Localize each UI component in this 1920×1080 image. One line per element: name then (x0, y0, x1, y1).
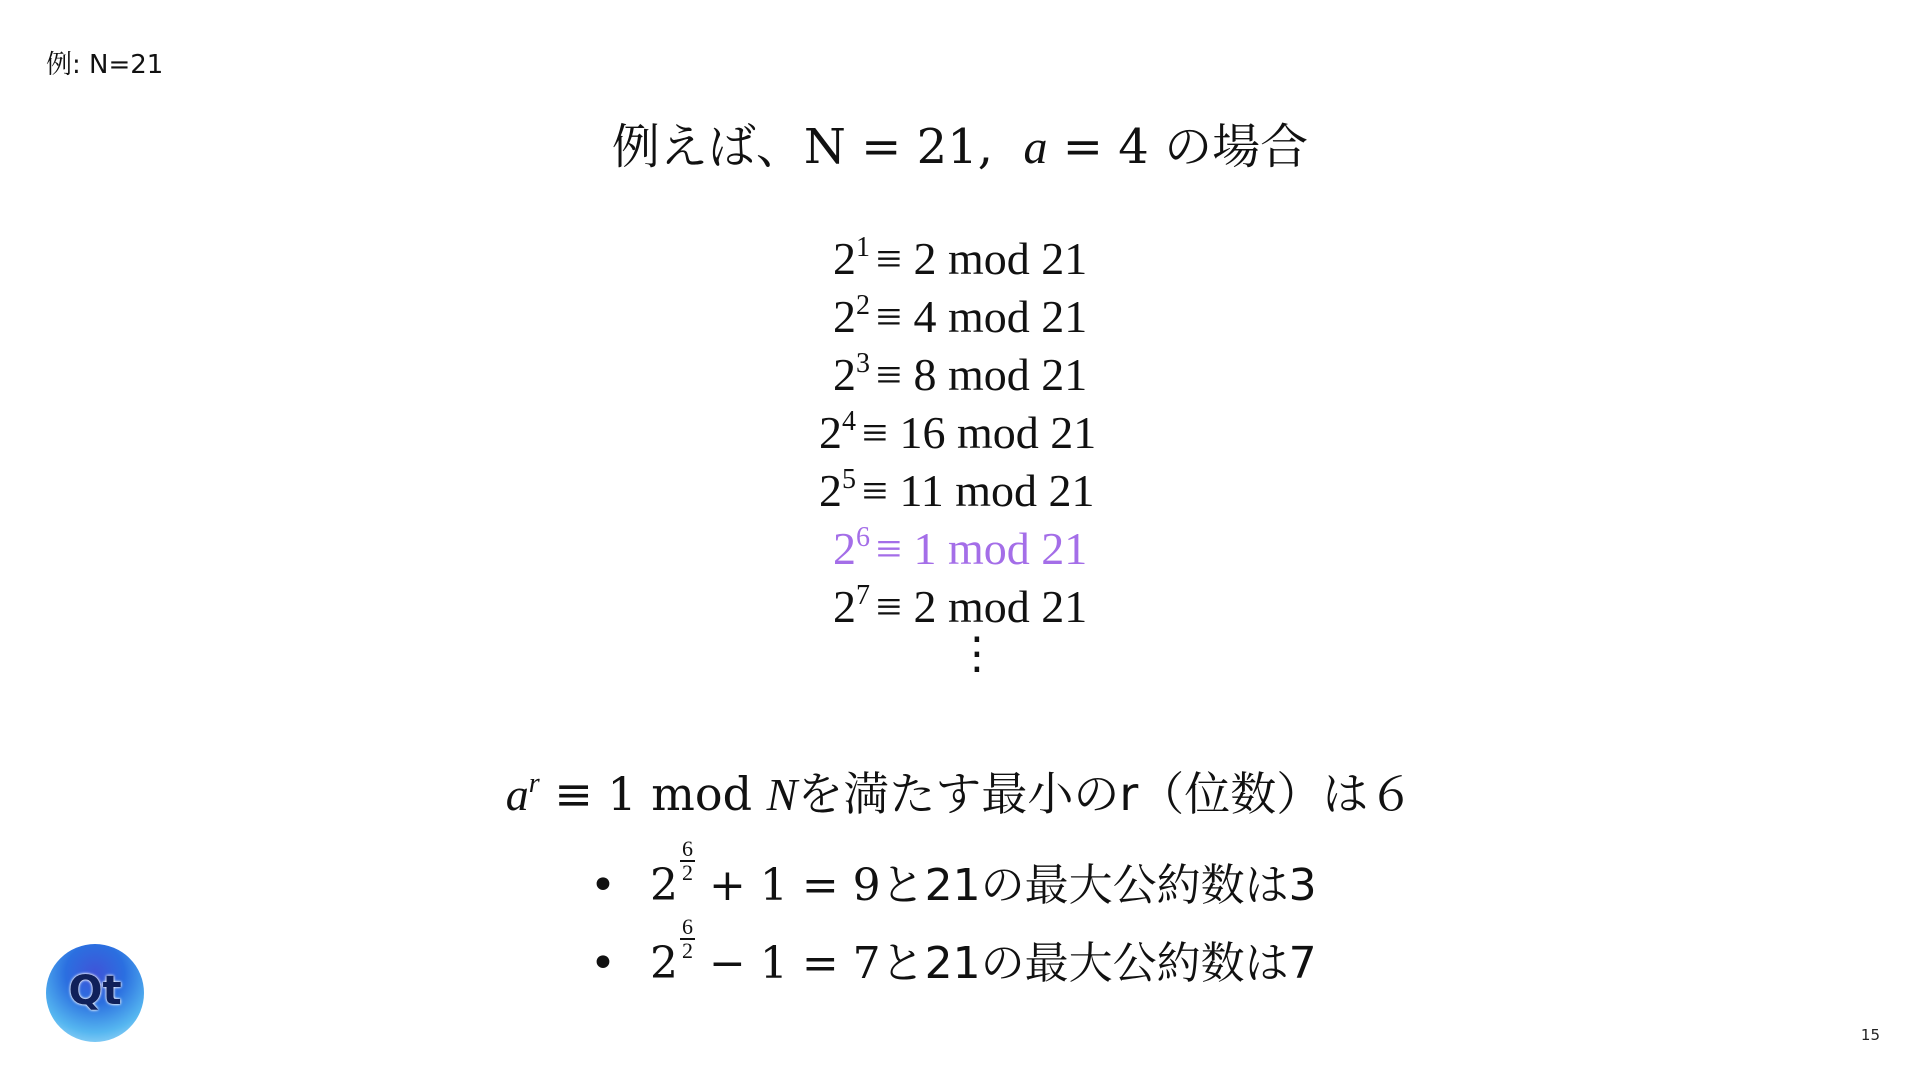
power-rhs: ≡ 11 mod 21 (862, 465, 1095, 516)
gcd-bullet: • 2 $\frac{6}{2}$ + 1 = 9と21の最大公約数は3 (590, 836, 1317, 911)
title-suffix: の場合 (1164, 119, 1309, 175)
corner-label: 例: N=21 (46, 50, 164, 80)
title-math-n: N = 21, (803, 119, 993, 175)
gcd-bullet: • 2 $\frac{6}{2}$ − 1 = 7と21の最大公約数は7 (590, 914, 1317, 989)
page-number: 15 (1860, 1026, 1880, 1044)
power-lhs: $2^5$ (819, 464, 856, 516)
fraction-exponent: $\frac{6}{2}$ (682, 836, 693, 885)
power-rhs: ≡ 8 mod 21 (876, 349, 1088, 400)
power-lhs: $2^6$ (833, 522, 870, 574)
power-rhs: ≡ 1 mod 21 (876, 523, 1088, 574)
power-rhs: ≡ 16 mod 21 (862, 407, 1097, 458)
title-a-var: a (1023, 121, 1048, 174)
slide-title (0, 112, 1920, 183)
vertical-ellipsis: ⋮ (955, 628, 999, 679)
power-lhs: $2^1$ (833, 232, 870, 284)
order-condition: $a^r \equiv 1$ mod Nを満たす最小のr（位数）は６ (505, 767, 1415, 821)
power-rhs: ≡ 2 mod 21 (876, 233, 1088, 284)
power-lhs: $2^7$ (833, 580, 870, 632)
power-rhs: ≡ 4 mod 21 (876, 291, 1088, 342)
power-lhs: $2^4$ (819, 406, 856, 458)
power-row (0, 348, 1920, 406)
power-row-highlighted (0, 522, 1920, 580)
title-prefix: 例えば、 (611, 119, 804, 175)
power-row (0, 290, 1920, 348)
power-row (0, 406, 1920, 464)
fraction-exponent: $\frac{6}{2}$ (682, 914, 693, 963)
power-rhs: ≡ 2 mod 21 (876, 581, 1088, 632)
title-a-eq: = 4 (1062, 119, 1149, 175)
power-lhs: $2^3$ (833, 348, 870, 400)
power-row (0, 464, 1920, 522)
bullet-dot: • (590, 938, 616, 989)
bullet-dot: • (590, 860, 616, 911)
power-lhs: $2^2$ (833, 290, 870, 342)
qt-logo-text: Qt (68, 968, 122, 1014)
qt-logo (46, 944, 144, 1042)
power-row (0, 232, 1920, 290)
